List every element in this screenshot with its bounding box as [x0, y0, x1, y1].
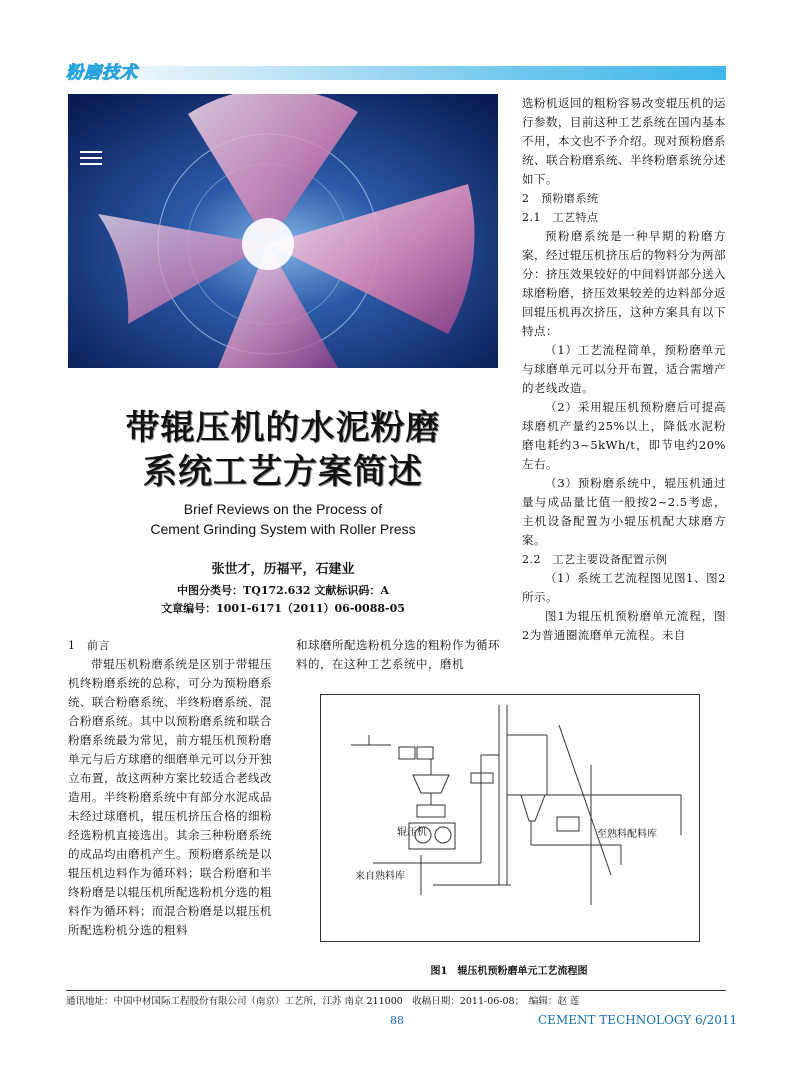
footer-rule	[66, 990, 726, 991]
paragraph: （2）采用辊压机预粉磨后可提高球磨机产量约25%以上，降低水泥粉磨电耗约3~5kWh/t，即节电约20%左右。	[522, 400, 726, 471]
process-flow-figure	[320, 694, 700, 942]
hero-image	[68, 94, 498, 368]
paragraph: 和球磨所配选粉机分选的粗粉作为循环料的，在这种工艺系统中，磨机	[296, 638, 500, 671]
section-header-bar	[66, 66, 726, 80]
section-heading: 2 预粉磨系统	[522, 192, 599, 205]
classification-line: 中图分类号：TQ172.632 文献标识码：A	[177, 584, 389, 597]
section-heading: 1 前言	[68, 639, 110, 652]
subsection-heading: 2.1 工艺特点	[522, 211, 599, 224]
page-number: 88	[390, 1014, 404, 1027]
article-title-cn-line1: 带辊压机的水泥粉磨	[125, 408, 441, 448]
figure-caption: 图1 辊压机预粉磨单元工艺流程图	[430, 966, 588, 977]
section-header-title: 粉磨技术	[66, 63, 138, 83]
footer-note: 通讯地址：中国中材国际工程股份有限公司（南京）工艺所，江苏 南京 211000 收稿日期：2011-06-08； 编辑：赵 莲	[66, 996, 580, 1007]
paragraph: （3）预粉磨系统中，辊压机通过量与成品量比值一般按2~2.5考虑，主机设备配置为小辊压机配大球磨方案。	[522, 476, 726, 547]
abstract-fan-illustration	[68, 94, 498, 368]
article-number-line: 文章编号：1001-6171（2011）06-0088-05	[161, 602, 405, 615]
label-roller-press: 辊压机	[397, 827, 427, 838]
article-title-en-line2: Cement Grinding System with Roller Press	[150, 521, 416, 537]
middle-column-text	[296, 636, 500, 674]
article-title-cn-line2: 系统工艺方案简述	[143, 452, 423, 492]
paragraph: 预粉磨系统是一种早期的粉磨方案，经过辊压机挤压后的物料分为两部分：挤压效果较好的中间料饼部分送入球磨粉磨，挤压效果较差的边料部分返回辊压机再次挤压，这种方案具有以下特点：	[522, 229, 726, 338]
paragraph: 带辊压机粉磨系统是区别于带辊压机终粉磨系统的总称，可分为预粉磨系统、联合粉磨系统、半终粉磨系统、混合粉磨系统。其中以预粉磨系统和联合粉磨系统最为常见，前方辊压机预粉磨单元与后方球磨的细磨单元可以分开独立布置，故这两种方案比较适合老线改造用。半终粉磨系统中有部分水泥成品未经过球磨机，辊压机挤压合格的细粉经选粉机直接选出。其余三种粉磨系统的成品均由磨机产生。预粉磨系统是以辊压机边料作为循环料；联合粉磨和半终粉磨是以辊压机所配选粉机分选的粗料作为循环料；而混合粉磨是以辊压机所配选粉机分选的粗料	[68, 657, 272, 937]
right-column-text	[522, 94, 726, 645]
label-from-clinker-bin: 来自熟料库	[355, 871, 405, 882]
subsection-heading: 2.2 工艺主要设备配置示例	[522, 553, 668, 566]
paragraph: 图1为辊压机预粉磨单元流程，图2为普通圈流磨单元流程。未自	[522, 609, 726, 642]
article-title-en-line1: Brief Reviews on the Process of	[183, 501, 383, 517]
authors: 张世才，历福平，石建业	[211, 562, 355, 577]
paragraph: （1）工艺流程简单，预粉磨单元与球磨单元可以分开布置，适合需增产的老线改造。	[522, 343, 726, 395]
journal-name: CEMENT TECHNOLOGY 6/2011	[538, 1013, 738, 1027]
paragraph: 选粉机返回的粗粉容易改变辊压机的运行参数，目前这种工艺系统在国内基本不用，本文也不予介绍。现对预粉磨系统、联合粉磨系统、半终粉磨系统分述如下。	[522, 96, 726, 186]
paragraph: （1）系统工艺流程图见图1、图2所示。	[522, 571, 726, 604]
label-to-clinker-bin: 至熟料配料库	[597, 829, 657, 840]
flow-diagram	[321, 695, 699, 941]
left-column-text	[68, 636, 272, 940]
